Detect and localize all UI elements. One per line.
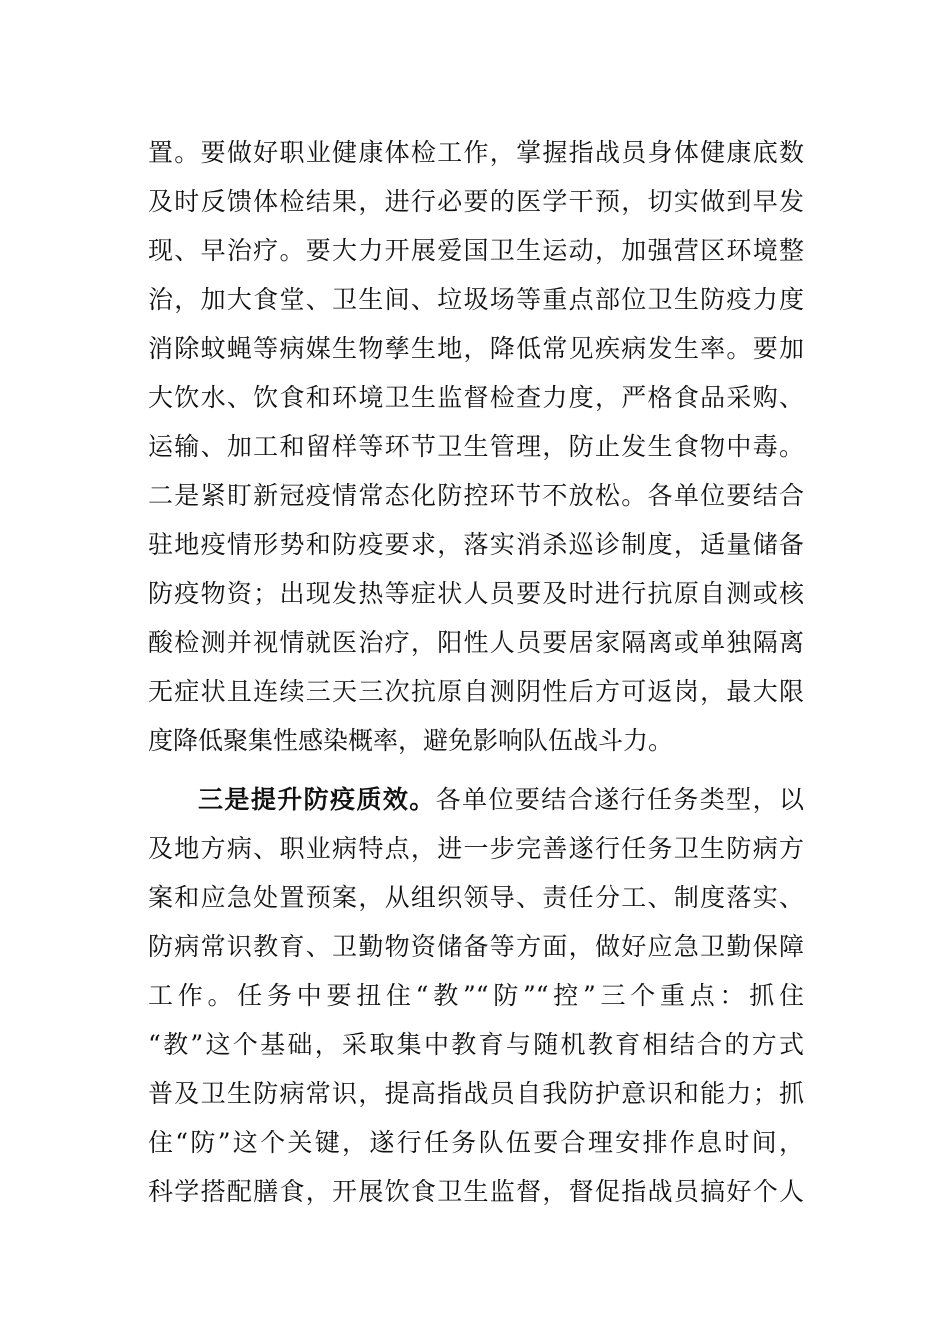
paragraph-first-line	[148, 775, 804, 824]
text-line: 治，加大食堂、卫生间、垃圾场等重点部位卫生防疫力度	[148, 285, 804, 314]
text-line: 工作。任务中要扭住“教”“防”“控”三个重点：抓住	[148, 981, 804, 1010]
section-heading: 三是提升防疫质效。	[198, 785, 436, 814]
text-line: 现、早治疗。要大力开展爱国卫生运动，加强营区环境整	[148, 236, 804, 265]
text-line: 无症状且连续三天三次抗原自测阴性后方可返岗，最大限	[148, 677, 804, 706]
text-line: 防疫物资；出现发热等症状人员要及时进行抗原自测或核	[148, 579, 804, 608]
text-line: 及时反馈体检结果，进行必要的医学干预，切实做到早发	[148, 187, 804, 216]
text-line: 驻地疫情形势和防疫要求，落实消杀巡诊制度，适量储备	[148, 530, 804, 559]
text-line: 运输、加工和留样等环节卫生管理，防止发生食物中毒。	[148, 432, 804, 461]
text-line-rest: 各单位要结合遂行任务类型，以	[435, 785, 804, 814]
text-line: 防病常识教育、卫勤物资储备等方面，做好应急卫勤保障	[148, 932, 804, 961]
text-line: 住“防”这个关键，遂行任务队伍要合理安排作息时间，	[148, 1128, 804, 1157]
text-line: 度降低聚集性感染概率，避免影响队伍战斗力。	[148, 726, 674, 755]
paragraph-1	[148, 128, 804, 765]
text-line: 二是紧盯新冠疫情常态化防控环节不放松。各单位要结合	[148, 481, 804, 510]
text-line: 消除蚊蝇等病媒生物孳生地，降低常见疾病发生率。要加	[148, 334, 804, 363]
text-line: “教”这个基础，采取集中教育与随机教育相结合的方式	[148, 1030, 804, 1059]
text-line: 案和应急处置预案，从组织领导、责任分工、制度落实、	[148, 883, 804, 912]
text-line: 科学搭配膳食，开展饮食卫生监督，督促指战员搞好个人	[148, 1177, 804, 1206]
text-line: 大饮水、饮食和环境卫生监督检查力度，严格食品采购、	[148, 383, 804, 412]
text-line: 及地方病、职业病特点，进一步完善遂行任务卫生防病方	[148, 834, 804, 863]
text-line: 置。要做好职业健康体检工作，掌握指战员身体健康底数	[148, 138, 804, 167]
paragraph-2	[148, 775, 804, 1216]
text-line: 普及卫生防病常识，提高指战员自我防护意识和能力；抓	[148, 1079, 804, 1108]
text-line: 酸检测并视情就医治疗，阳性人员要居家隔离或单独隔离	[148, 628, 804, 657]
